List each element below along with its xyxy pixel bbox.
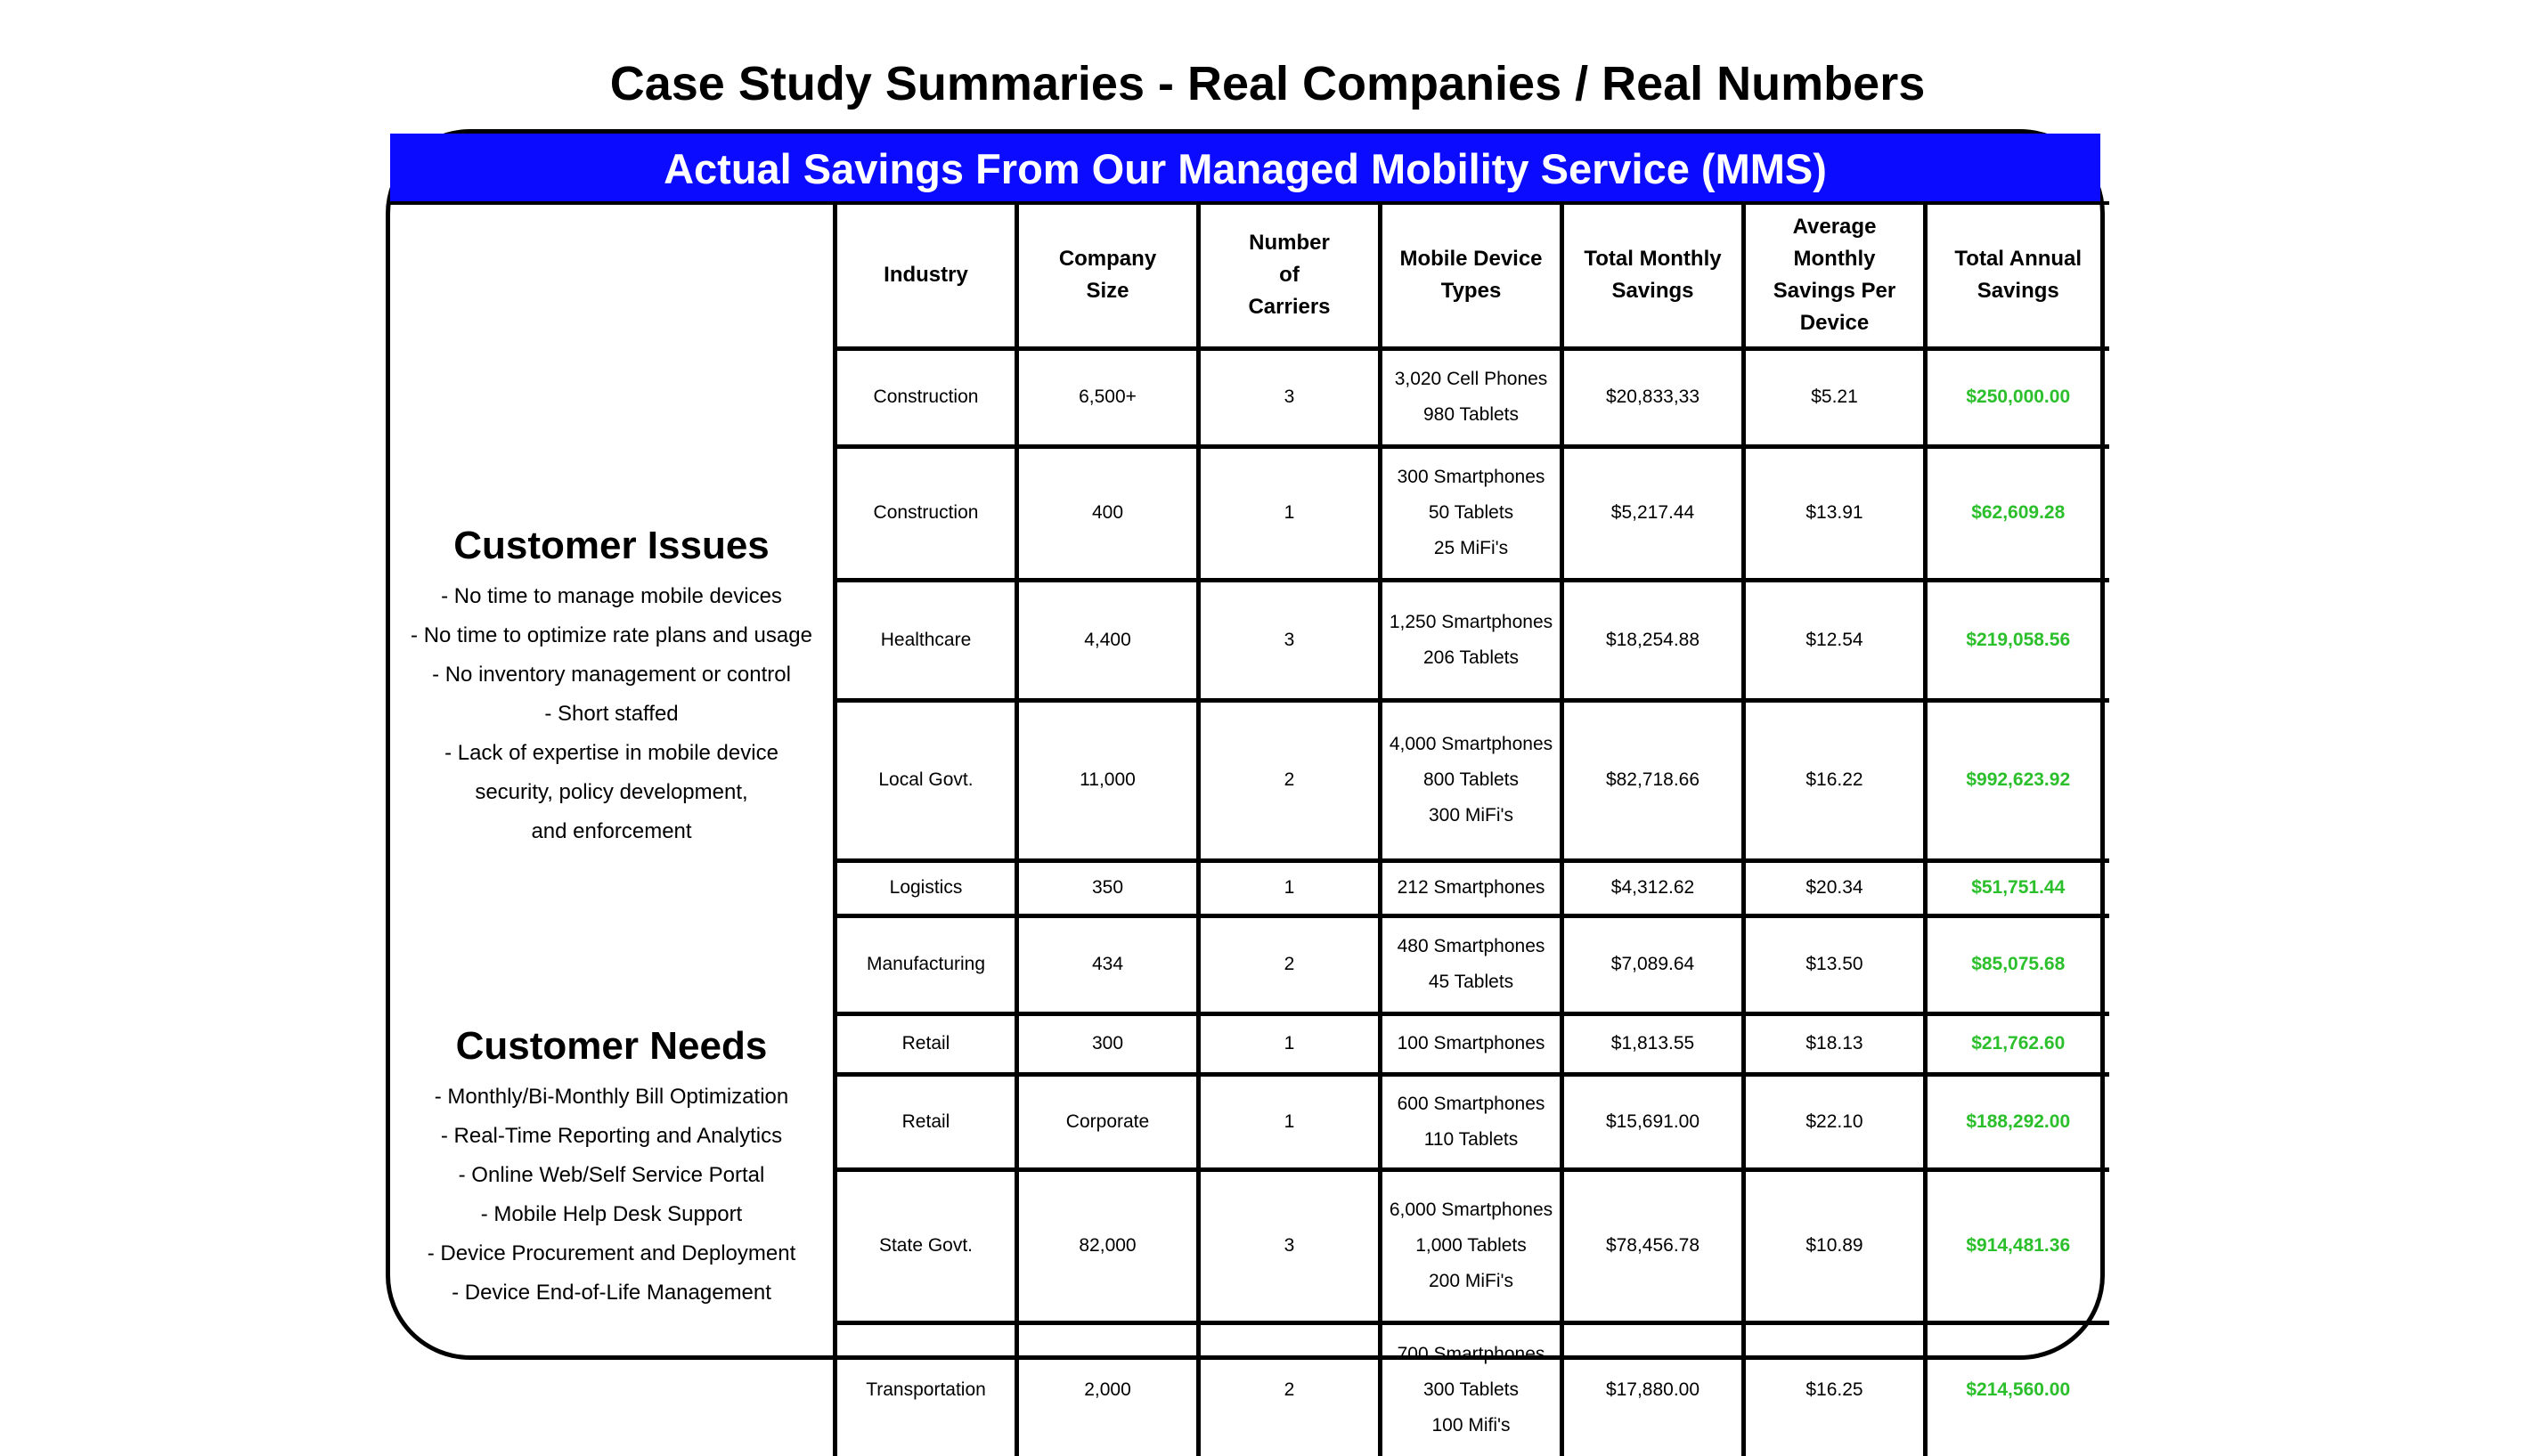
column-header-line: Number (1249, 231, 1330, 256)
column-header (1562, 203, 1744, 348)
monthly-savings-cell: $20,833,33 (1562, 348, 1744, 446)
company-size-cell: 400 (1017, 446, 1199, 580)
list-item: - No time to manage mobile devices (441, 584, 782, 608)
monthly-savings-cell: $4,312.62 (1562, 860, 1744, 915)
device-line: 300 Tablets (1422, 1379, 1520, 1401)
panel-banner: Actual Savings From Our Managed Mobility Service (MMS) (390, 134, 2100, 205)
savings-panel (386, 129, 2105, 1436)
avg-savings-cell: $16.22 (1744, 700, 1926, 860)
list-item: and enforcement (531, 819, 692, 843)
avg-savings-cell: $18.13 (1744, 1013, 1926, 1074)
device-types-cell (1381, 700, 1562, 860)
monthly-savings-cell: $7,089.64 (1562, 915, 1744, 1013)
column-header (1744, 203, 1926, 348)
company-size-cell: 82,000 (1017, 1169, 1199, 1322)
carriers-cell: 2 (1199, 1322, 1381, 1456)
list-item: - No time to optimize rate plans and usage (411, 623, 812, 647)
list-item: - Short staffed (544, 702, 679, 726)
company-size-cell: Corporate (1017, 1074, 1199, 1169)
device-line: 800 Tablets (1422, 769, 1520, 790)
device-line: 45 Tablets (1428, 972, 1514, 992)
table-row (835, 915, 2109, 1013)
customer-needs-list (390, 1078, 833, 1313)
customer-issues-heading: Customer Issues (453, 524, 770, 567)
column-header (1017, 203, 1199, 348)
device-line: 4,000 Smartphones (1389, 734, 1553, 754)
device-line: 100 Smartphones (1397, 1033, 1545, 1053)
device-types-cell (1381, 446, 1562, 580)
annual-savings-cell: $992,623.92 (1926, 700, 2109, 860)
company-size-cell: 300 (1017, 1013, 1199, 1074)
carriers-cell: 1 (1199, 1013, 1381, 1074)
device-line: 50 Tablets (1428, 502, 1514, 523)
company-size-cell: 350 (1017, 860, 1199, 915)
column-header-line: of (1279, 263, 1300, 288)
column-header (1199, 203, 1381, 348)
device-line: 980 Tablets (1422, 404, 1520, 425)
list-item: - No inventory management or control (432, 663, 791, 687)
table-row (835, 700, 2109, 860)
monthly-savings-cell: $5,217.44 (1562, 446, 1744, 580)
carriers-cell: 3 (1199, 1169, 1381, 1322)
avg-savings-cell: $20.34 (1744, 860, 1926, 915)
company-size-cell: 6,500+ (1017, 348, 1199, 446)
avg-savings-cell: $12.54 (1744, 580, 1926, 700)
device-types-cell (1381, 1074, 1562, 1169)
annual-savings-cell: $62,609.28 (1926, 446, 2109, 580)
monthly-savings-cell: $18,254.88 (1562, 580, 1744, 700)
customer-issues-section (390, 520, 833, 851)
device-types-cell (1381, 860, 1562, 915)
avg-savings-cell: $16.25 (1744, 1322, 1926, 1456)
company-size-cell: 2,000 (1017, 1322, 1199, 1456)
industry-cell: Healthcare (835, 580, 1017, 700)
left-column (390, 205, 837, 1355)
device-line: 212 Smartphones (1397, 877, 1545, 898)
avg-savings-cell: $22.10 (1744, 1074, 1926, 1169)
carriers-cell: 1 (1199, 1074, 1381, 1169)
annual-savings-cell: $219,058.56 (1926, 580, 2109, 700)
customer-needs-section (390, 1021, 833, 1313)
list-item: - Device Procurement and Deployment (427, 1241, 796, 1265)
column-header-line: Industry (884, 263, 968, 288)
column-header-line: Size (1086, 279, 1129, 304)
carriers-cell: 1 (1199, 446, 1381, 580)
case-study-table (833, 201, 2109, 1456)
device-types-cell (1381, 915, 1562, 1013)
column-header (1381, 203, 1562, 348)
list-item: - Monthly/Bi-Monthly Bill Optimization (434, 1085, 789, 1109)
annual-savings-cell: $214,560.00 (1926, 1322, 2109, 1456)
table-header-row (835, 203, 2109, 348)
industry-cell: State Govt. (835, 1169, 1017, 1322)
device-line: 110 Tablets (1423, 1128, 1519, 1150)
column-header-line: Company (1058, 247, 1157, 272)
carriers-cell: 3 (1199, 348, 1381, 446)
column-header-line: Types (1440, 279, 1502, 304)
industry-cell: Logistics (835, 860, 1017, 915)
column-header-line: Device (1799, 311, 1870, 336)
device-types-cell (1381, 1013, 1562, 1074)
column-header-line: Savings (1611, 279, 1694, 304)
industry-cell: Retail (835, 1013, 1017, 1074)
carriers-cell: 3 (1199, 580, 1381, 700)
monthly-savings-cell: $1,813.55 (1562, 1013, 1744, 1074)
list-item: - Device End-of-Life Management (452, 1281, 771, 1305)
monthly-savings-cell: $82,718.66 (1562, 700, 1744, 860)
industry-cell: Construction (835, 348, 1017, 446)
device-types-cell (1381, 1322, 1562, 1456)
monthly-savings-cell: $78,456.78 (1562, 1169, 1744, 1322)
column-header-line: Savings Per (1773, 279, 1896, 304)
customer-needs-heading: Customer Needs (455, 1024, 768, 1068)
list-item: - Real-Time Reporting and Analytics (440, 1124, 783, 1148)
annual-savings-cell: $51,751.44 (1926, 860, 2109, 915)
annual-savings-cell: $85,075.68 (1926, 915, 2109, 1013)
table-row (835, 860, 2109, 915)
device-line: 600 Smartphones (1397, 1093, 1545, 1114)
company-size-cell: 434 (1017, 915, 1199, 1013)
carriers-cell: 2 (1199, 915, 1381, 1013)
column-header-line: Total Monthly (1584, 247, 1722, 272)
table-body (835, 348, 2109, 1456)
annual-savings-cell: $188,292.00 (1926, 1074, 2109, 1169)
device-line: 300 MiFi's (1428, 805, 1514, 826)
device-types-cell (1381, 580, 1562, 700)
page-title: Case Study Summaries - Real Companies / Real Numbers (609, 57, 1926, 110)
device-line: 300 Smartphones (1397, 467, 1545, 487)
table-row (835, 580, 2109, 700)
monthly-savings-cell: $15,691.00 (1562, 1074, 1744, 1169)
device-line: 1,000 Tablets (1415, 1235, 1527, 1256)
monthly-savings-cell: $17,880.00 (1562, 1322, 1744, 1456)
column-header-line: Mobile Device (1399, 247, 1543, 272)
device-line: 3,020 Cell Phones (1394, 369, 1548, 389)
industry-cell: Manufacturing (835, 915, 1017, 1013)
device-line: 1,250 Smartphones (1389, 611, 1553, 632)
annual-savings-cell: $914,481.36 (1926, 1169, 2109, 1322)
annual-savings-cell: $21,762.60 (1926, 1013, 2109, 1074)
list-item: security, policy development, (475, 780, 748, 804)
column-header (835, 203, 1017, 348)
annual-savings-cell: $250,000.00 (1926, 348, 2109, 446)
avg-savings-cell: $5.21 (1744, 348, 1926, 446)
customer-issues-list (390, 577, 833, 851)
industry-cell: Construction (835, 446, 1017, 580)
column-header-line: Total Annual (1954, 247, 2083, 272)
column-header (1926, 203, 2109, 348)
device-line: 6,000 Smartphones (1389, 1200, 1553, 1220)
list-item: - Mobile Help Desk Support (480, 1202, 743, 1226)
avg-savings-cell: $13.50 (1744, 915, 1926, 1013)
carriers-cell: 1 (1199, 860, 1381, 915)
column-header-line: Savings (1977, 279, 2059, 304)
table-row (835, 1169, 2109, 1322)
table-row (835, 348, 2109, 446)
carriers-cell: 2 (1199, 700, 1381, 860)
table-row (835, 446, 2109, 580)
column-header-line: Monthly (1793, 247, 1876, 272)
company-size-cell: 4,400 (1017, 580, 1199, 700)
device-line: 700 Smartphones (1397, 1344, 1545, 1365)
device-types-cell (1381, 348, 1562, 446)
avg-savings-cell: $13.91 (1744, 446, 1926, 580)
device-line: 100 Mifi's (1431, 1415, 1511, 1436)
list-item: - Lack of expertise in mobile device (444, 741, 778, 765)
column-header-line: Average (1792, 215, 1877, 240)
avg-savings-cell: $10.89 (1744, 1169, 1926, 1322)
table-row (835, 1074, 2109, 1169)
device-line: 206 Tablets (1422, 647, 1520, 668)
column-header-line: Carriers (1248, 295, 1331, 320)
device-line: 200 MiFi's (1428, 1271, 1514, 1291)
table-row (835, 1322, 2109, 1456)
list-item: - Online Web/Self Service Portal (458, 1163, 765, 1187)
device-line: 480 Smartphones (1397, 936, 1545, 956)
device-line: 25 MiFi's (1433, 538, 1509, 558)
device-types-cell (1381, 1169, 1562, 1322)
industry-cell: Local Govt. (835, 700, 1017, 860)
industry-cell: Retail (835, 1074, 1017, 1169)
industry-cell: Transportation (835, 1322, 1017, 1456)
table-row (835, 1013, 2109, 1074)
company-size-cell: 11,000 (1017, 700, 1199, 860)
